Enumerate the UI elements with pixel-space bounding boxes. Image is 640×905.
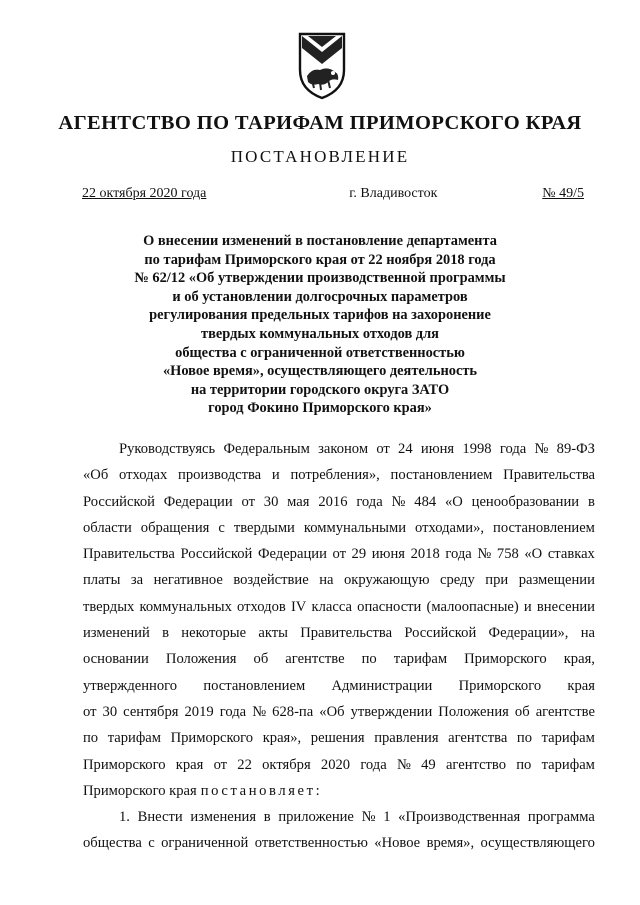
body-word: акты	[258, 625, 288, 642]
body-line	[83, 567, 595, 593]
subject-line: твердых коммунальных отходов для	[201, 325, 439, 342]
body-word: платы	[83, 572, 121, 589]
subject-line: регулирования предельных тарифов на захоронение	[149, 307, 491, 324]
body-line	[83, 830, 595, 856]
body-word: осуществляющего	[480, 835, 595, 852]
body-word: края»,	[262, 730, 302, 747]
body-line	[83, 436, 595, 462]
body-word: агентстве	[285, 651, 345, 668]
body-word: программа	[527, 809, 595, 826]
body-word: класса	[311, 598, 352, 615]
body-line	[83, 541, 595, 567]
body-word: утвержденного	[83, 677, 178, 694]
body-word: Положения	[165, 651, 237, 668]
body-word: изменений	[83, 625, 150, 642]
body-line	[83, 489, 595, 515]
body-word: Правительства	[83, 546, 175, 563]
body-word: 758	[496, 546, 519, 563]
body-word: твердых	[83, 598, 135, 615]
body-word: «Новое	[374, 835, 421, 852]
body-word: и	[271, 467, 280, 484]
body-word: «Об	[319, 703, 345, 720]
subject-line: № 62/12 «Об утверждении производственной программы	[134, 270, 506, 287]
document-number: № 49/5	[542, 186, 584, 201]
body-word: 484	[414, 493, 437, 510]
body-word: IV	[290, 598, 307, 615]
body-word: внесении	[536, 598, 595, 615]
body-word: от	[332, 546, 346, 563]
body-word: 2020	[320, 756, 351, 773]
coat-of-arms-emblem	[298, 30, 346, 100]
body-word: утверждении	[350, 703, 433, 720]
body-word: отходах	[119, 467, 168, 484]
body-word: обращения	[140, 519, 210, 536]
body-word: постановлением	[390, 467, 493, 484]
body-word: опасности	[357, 598, 422, 615]
body-word: Федерации	[163, 493, 233, 510]
body-line	[83, 804, 595, 830]
body-word: производства	[178, 467, 262, 484]
body-word: об	[514, 703, 530, 720]
body-word: 29	[351, 546, 367, 563]
body-line	[83, 462, 595, 488]
subject-line: город Фокино Приморского края»	[208, 400, 432, 417]
body-word: октября	[262, 756, 311, 773]
body-word: Положения	[438, 703, 509, 720]
body-word: года	[356, 493, 383, 510]
body-word: по	[516, 730, 532, 747]
body-word: окружающую	[343, 572, 430, 589]
body-word: постановлением	[493, 519, 595, 536]
body-word: Приморского	[464, 651, 547, 668]
body-word: от	[376, 441, 390, 457]
body-word: Руководствуясь	[119, 441, 216, 457]
body-line	[83, 699, 595, 725]
body-word: Приморского	[458, 677, 542, 694]
document-city: г. Владивосток	[349, 186, 438, 201]
body-word: Администрации	[331, 677, 433, 694]
body-word: твердыми	[233, 519, 295, 536]
body-word: в	[587, 493, 595, 510]
body-word: коммунальными	[303, 519, 407, 536]
body-word: потребления»,	[290, 467, 380, 484]
body-word: «Производственная	[398, 809, 521, 826]
body-word: размещении	[518, 572, 595, 589]
body-word: Правительства	[300, 625, 393, 642]
document-subject	[0, 232, 640, 418]
subject-line: по тарифам Приморского края от 22 ноября 2018 года	[144, 251, 496, 268]
document-type: ПОСТАНОВЛЕНИЕ	[230, 147, 410, 166]
body-word: воздействие	[233, 572, 309, 589]
body-word: №	[391, 493, 406, 510]
body-word: тарифам	[541, 756, 595, 773]
subject-line: на территории городского округа ЗАТО	[190, 381, 450, 398]
subject-line: общества с ограниченной ответственностью	[175, 344, 465, 361]
body-word: и	[523, 598, 532, 615]
body-line	[83, 778, 595, 804]
body-word: Российской	[180, 546, 253, 563]
body-word: агентстве	[535, 703, 595, 720]
body-word: с	[218, 519, 225, 536]
body-word: ответственностью	[254, 835, 368, 852]
body-word: от	[83, 703, 97, 720]
body-word: от	[213, 756, 228, 773]
body-word: 1	[383, 809, 391, 826]
body-word: по	[83, 730, 99, 747]
body-line	[83, 673, 595, 699]
body-word: 22	[237, 756, 252, 773]
body-word: отходами»,	[415, 519, 485, 536]
body-word: Приморского	[170, 730, 254, 747]
body-word: края	[175, 756, 204, 773]
body-word: Федеральным	[223, 441, 310, 457]
body-line	[83, 515, 595, 541]
body-word: 24	[398, 441, 413, 457]
body-word: мая	[287, 493, 310, 510]
body-word: законом	[318, 441, 369, 457]
body-word: 2018	[410, 546, 440, 563]
body-word: на	[580, 625, 595, 642]
body-word: решения	[310, 730, 365, 747]
body-word: агентство	[445, 756, 507, 773]
body-word: №	[396, 756, 411, 773]
body-word: в	[162, 625, 169, 642]
body-word: приложение	[278, 809, 354, 826]
body-word: агентства	[448, 730, 508, 747]
body-word: Приморского	[83, 756, 166, 773]
body-word: на	[319, 572, 334, 589]
body-word: постановлением	[203, 677, 306, 694]
body-text-fragment: Приморского края	[83, 782, 197, 799]
body-word: 89-ФЗ	[556, 441, 595, 457]
body-word: края,	[563, 651, 595, 668]
document-body	[83, 436, 595, 857]
body-word: Федерации»,	[488, 625, 569, 642]
body-word: с	[148, 835, 155, 852]
body-word: «О	[524, 546, 543, 563]
document-meta	[82, 186, 584, 202]
body-word: «Об	[83, 467, 109, 484]
body-word: время»,	[426, 835, 475, 852]
body-word: некоторые	[181, 625, 247, 642]
body-word: ставках	[547, 546, 595, 563]
body-word: общества	[83, 835, 142, 852]
subject-line: «Новое время», осуществляющего деятельность	[162, 363, 478, 380]
body-word: года	[499, 441, 527, 457]
body-word: 2016	[318, 493, 348, 510]
body-word: основании	[83, 651, 149, 668]
body-word: отходов	[237, 598, 286, 615]
body-word: сентября	[123, 703, 179, 720]
body-word: года	[360, 756, 387, 773]
body-word: правления	[374, 730, 439, 747]
body-word: 30	[263, 493, 279, 510]
body-word: об	[253, 651, 269, 668]
body-line	[83, 752, 595, 778]
body-word: №	[252, 703, 267, 720]
body-word: края	[567, 677, 595, 694]
body-word: тарифам	[393, 651, 448, 668]
body-word: 1998	[462, 441, 492, 457]
body-word: по	[516, 756, 532, 773]
body-word: 49	[421, 756, 436, 773]
body-word: ценообразовании	[471, 493, 580, 510]
body-word: Внести	[137, 809, 183, 826]
body-word: коммунальных	[139, 598, 232, 615]
body-word: 30	[102, 703, 118, 720]
body-word: года	[445, 546, 472, 563]
body-word: в	[263, 809, 271, 826]
subject-line: и об установлении долгосрочных параметров	[172, 288, 468, 305]
body-word: 1.	[119, 809, 130, 826]
body-word: области	[83, 519, 132, 536]
body-word: №	[361, 809, 376, 826]
body-word: при	[485, 572, 509, 589]
body-line	[83, 620, 595, 646]
body-line	[83, 594, 595, 620]
body-word: июня	[420, 441, 455, 457]
body-word: среду	[439, 572, 475, 589]
body-word: ограниченной	[161, 835, 249, 852]
body-word: Российской	[404, 625, 477, 642]
body-word: №	[534, 441, 549, 457]
resolution-keyword: постановляет:	[200, 782, 323, 799]
body-word: по	[361, 651, 377, 668]
body-word: Российской	[83, 493, 155, 510]
body-word: (малоопасные)	[426, 598, 519, 615]
body-word: от	[241, 493, 255, 510]
body-word: Правительства	[503, 467, 595, 484]
body-word: «О	[444, 493, 463, 510]
document-date: 22 октября 2020 года	[82, 186, 207, 201]
body-word: за	[130, 572, 144, 589]
body-line	[83, 646, 595, 672]
body-word: тарифам	[541, 730, 595, 747]
body-line	[83, 725, 595, 751]
body-word: изменения	[190, 809, 257, 826]
body-word: 2019	[184, 703, 214, 720]
body-word: 628-па	[272, 703, 314, 720]
body-word: Федерации	[257, 546, 327, 563]
body-word: тарифам	[107, 730, 161, 747]
body-word: июня	[371, 546, 405, 563]
body-word: №	[477, 546, 492, 563]
agency-name: АГЕНТСТВО ПО ТАРИФАМ ПРИМОРСКОГО КРАЯ	[58, 112, 582, 134]
body-word: года	[219, 703, 247, 720]
subject-line: О внесении изменений в постановление департамента	[143, 233, 497, 249]
body-word: негативное	[153, 572, 223, 589]
